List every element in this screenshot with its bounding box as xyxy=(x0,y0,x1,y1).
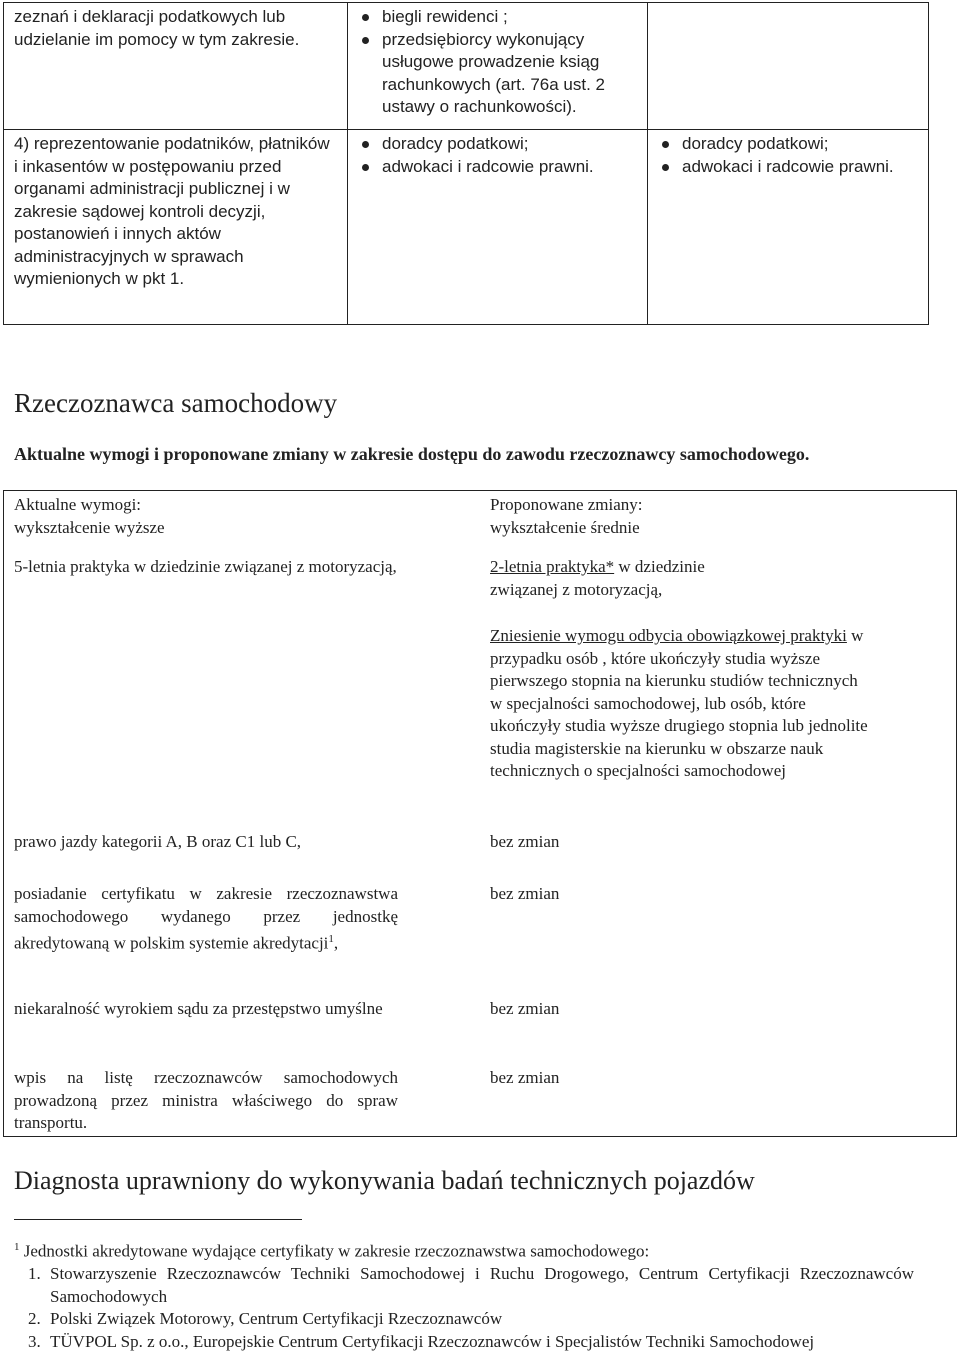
practice-exemption-text: w przypadku osób , które ukończyły studia wyższe pierwszego stopnia na kierunku studiów technicznych w specjalności samochodowej, lub osób, które ukończyły studia wyższe drugiego stopnia lub jednolite studia magisterskie na kierunku w obszarze nauk technicznych o specjalności samochodowej xyxy=(490,626,868,780)
bullet-list xyxy=(358,133,637,178)
proposed-practice xyxy=(490,556,760,601)
footnote xyxy=(14,1236,954,1353)
list-item: doradcy podatkowi; xyxy=(658,133,918,156)
list-item: doradcy podatkowi; xyxy=(358,133,637,156)
footnote-list xyxy=(14,1263,954,1353)
footnote-intro xyxy=(14,1236,954,1263)
list-item xyxy=(14,1331,954,1354)
list-item xyxy=(14,1263,954,1308)
proposed-certificate: bez zmian xyxy=(490,884,560,903)
footnote-mark: 1 xyxy=(14,1241,20,1253)
practice-exemption-underlined: Zniesienie wymogu odbycia obowiązkowej praktyki xyxy=(490,626,847,645)
proposed-criminal-record: bez zmian xyxy=(490,999,560,1018)
footnote-intro-text: Jednostki akredytowane wydające certyfikaty w zakresie rzeczoznawstwa samochodowego: xyxy=(19,1241,650,1261)
top-table xyxy=(3,2,929,325)
table-cell xyxy=(648,3,929,130)
section-title-diagnosta: Diagnosta uprawniony do wykonywania badań technicznych pojazdów xyxy=(14,1166,755,1195)
footnote-ref: 1 xyxy=(328,933,334,945)
list-number: 2. xyxy=(28,1309,41,1329)
current-practice: 5-letnia praktyka w dziedzinie związanej z motoryzacją, xyxy=(14,557,397,576)
list-text: Stowarzyszenie Rzeczoznawców Techniki Samochodowej i Ruchu Drogowego, Centrum Certyfikacji Rzeczoznawców Samochodowych xyxy=(50,1264,914,1306)
table-cell xyxy=(4,3,348,130)
proposed-header: Proponowane zmiany: xyxy=(490,495,643,514)
list-number: 1. xyxy=(28,1264,41,1284)
bullet-list xyxy=(358,6,637,119)
table-cell xyxy=(348,3,648,130)
list-item xyxy=(14,1308,954,1331)
cell-text: 4) reprezentowanie podatników, płatników i inkasentów w postępowaniu przed organami administracji publicznej i w zakresie sądowej kontroli decyzji, postanowień i innych aktów administracyjnych w sprawach wymienionych w pkt 1. xyxy=(14,134,330,288)
current-certificate-text: posiadanie certyfikatu w zakresie rzeczoznawstwa samochodowego wydanego przez jednostkę akredytowaną w polskim systemie akredytacji xyxy=(14,884,398,953)
section-title: Rzeczoznawca samochodowy xyxy=(14,388,338,418)
requirements-table xyxy=(3,490,957,1137)
current-license: prawo jazdy kategorii A, B oraz C1 lub C, xyxy=(14,832,302,851)
table-row xyxy=(4,3,929,130)
current-criminal-record: niekaralność wyrokiem sądu za przestępstwo umyślne xyxy=(14,999,383,1018)
list-item: przedsiębiorcy wykonujący usługowe prowadzenie ksiąg rachunkowych (art. 76a ust. 2 ustawy o rachunkowości). xyxy=(358,29,637,119)
proposed-practice-underlined: 2-letnia praktyka* xyxy=(490,557,615,576)
table-cell xyxy=(648,130,929,325)
list-item: adwokaci i radcowie prawni. xyxy=(658,156,918,179)
list-item: adwokaci i radcowie prawni. xyxy=(358,156,637,179)
current-header: Aktualne wymogi: xyxy=(14,495,142,514)
table-cell xyxy=(348,130,648,325)
current-registry: wpis na listę rzeczoznawców samochodowych prowadzoną przez ministra właściwego do spraw transportu. xyxy=(14,1068,398,1132)
table-cell xyxy=(4,130,348,325)
list-text: TÜVPOL Sp. z o.o., Europejskie Centrum Certyfikacji Rzeczoznawców i Specjalistów Techniki Samochodowej xyxy=(50,1331,815,1351)
list-item: biegli rewidenci ; xyxy=(358,6,637,29)
list-number: 3. xyxy=(28,1331,41,1351)
current-education: wykształcenie wyższe xyxy=(14,518,165,537)
current-certificate xyxy=(14,883,398,955)
current-certificate-tail: , xyxy=(333,933,339,953)
bullet-list xyxy=(658,133,918,178)
cell-text: zeznań i deklaracji podatkowych lub udzielanie im pomocy w tym zakresie. xyxy=(14,7,300,49)
proposed-license: bez zmian xyxy=(490,832,560,851)
proposed-practice-text: w dziedzinie związanej z motoryzacją, xyxy=(490,557,705,599)
list-text: Polski Związek Motorowy, Centrum Certyfikacji Rzeczoznawców xyxy=(50,1309,503,1329)
table-row xyxy=(4,130,929,325)
section-subtitle: Aktualne wymogi i proponowane zmiany w zakresie dostępu do zawodu rzeczoznawcy samochodowego. xyxy=(14,444,810,464)
proposed-registry: bez zmian xyxy=(490,1068,560,1087)
footnote-divider xyxy=(14,1219,302,1220)
practice-exemption xyxy=(490,625,870,783)
proposed-education: wykształcenie średnie xyxy=(490,518,640,537)
